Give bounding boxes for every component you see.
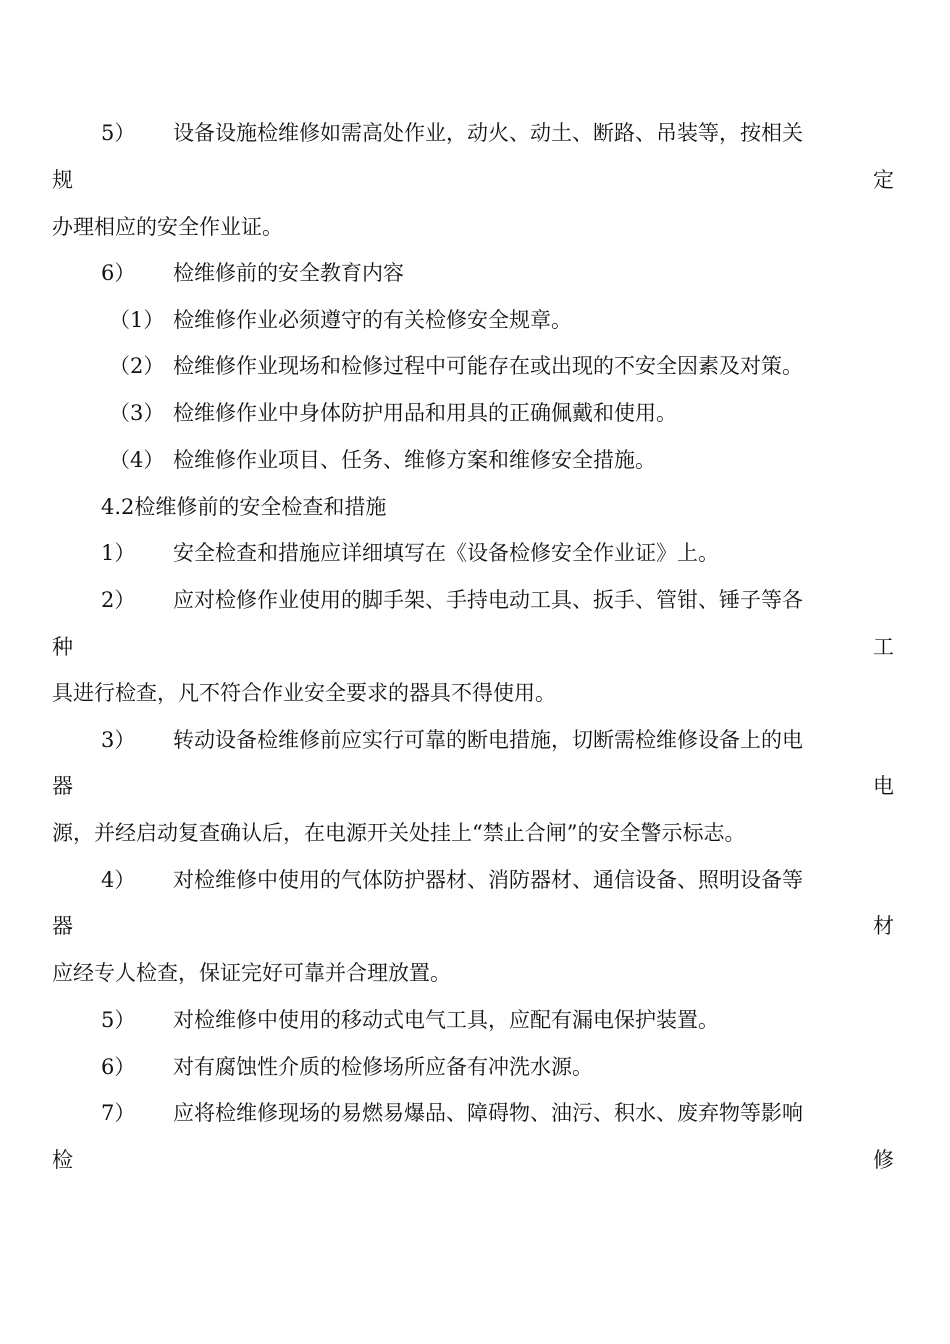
continuation-text: 源，并经启动复查确认后，在电源开关处挂上“禁止合闸”的安全警示标志。: [52, 821, 746, 845]
item-text: 检维修前的安全教育内容: [173, 261, 404, 285]
justified-right-char: 材: [873, 914, 894, 938]
item-number: 6）: [101, 261, 136, 285]
justified-left-char: 规: [52, 168, 73, 192]
sub-item-text: 检维修作业必须遵守的有关检修安全规章。: [173, 308, 572, 332]
paragraph-line: [52, 911, 894, 941]
paragraph-line: [52, 165, 894, 195]
item-text: 转动设备检维修前应实行可靠的断电措施，切断需检维修设备上的电: [173, 728, 803, 752]
item-number: 3）: [101, 728, 136, 752]
item-text: 对有腐蚀性介质的检修场所应备有冲洗水源。: [173, 1055, 593, 1079]
continuation-text: 办理相应的安全作业证。: [52, 215, 283, 239]
sub-item-text: 检维修作业项目、任务、维修方案和维修安全措施。: [173, 448, 656, 472]
paragraph-line: [52, 865, 894, 895]
item-number: 5）: [101, 1008, 136, 1032]
paragraph-line: [52, 398, 894, 428]
section-heading: 4.2检维修前的安全检查和措施: [101, 495, 387, 519]
item-number: 4）: [101, 868, 136, 892]
paragraph-line: [52, 1145, 894, 1175]
item-number: 5）: [101, 121, 136, 145]
item-text: 对检维修中使用的移动式电气工具，应配有漏电保护装置。: [173, 1008, 719, 1032]
paragraph-line: [52, 771, 894, 801]
paragraph-line: [52, 958, 894, 988]
item-text: 应对检修作业使用的脚手架、手持电动工具、扳手、管钳、锤子等各: [173, 588, 803, 612]
item-text: 应将检维修现场的易燃易爆品、障碍物、油污、积水、废弃物等影响: [173, 1101, 803, 1125]
paragraph-line: [52, 538, 894, 568]
justified-right-char: 电: [873, 774, 894, 798]
paragraph-line: [52, 1052, 894, 1082]
continuation-text: 具进行检查，凡不符合作业安全要求的器具不得使用。: [52, 681, 556, 705]
sub-item-number: （1）: [109, 308, 165, 332]
paragraph-line: [52, 585, 894, 615]
paragraph-line: [52, 351, 894, 381]
item-number: 7）: [101, 1101, 136, 1125]
paragraph-line: [52, 1005, 894, 1035]
paragraph-line: [52, 445, 894, 475]
sub-item-text: 检维修作业中身体防护用品和用具的正确佩戴和使用。: [173, 401, 677, 425]
paragraph-line: [52, 818, 894, 848]
paragraph-line: [52, 632, 894, 662]
justified-right-char: 定: [873, 168, 894, 192]
paragraph-line: [52, 492, 894, 522]
continuation-text: 应经专人检查，保证完好可靠并合理放置。: [52, 961, 451, 985]
paragraph-line: [52, 678, 894, 708]
paragraph-line: [52, 212, 894, 242]
justified-right-char: 工: [873, 635, 894, 659]
item-number: 6）: [101, 1055, 136, 1079]
item-text: 对检维修中使用的气体防护器材、消防器材、通信设备、照明设备等: [173, 868, 803, 892]
justified-left-char: 种: [52, 635, 73, 659]
sub-item-number: （4）: [109, 448, 165, 472]
item-number: 1）: [101, 541, 136, 565]
justified-right-char: 修: [873, 1148, 894, 1172]
item-text: 设备设施检维修如需高处作业，动火、动土、断路、吊装等，按相关: [173, 121, 803, 145]
justified-left-char: 检: [52, 1148, 73, 1172]
justified-left-char: 器: [52, 914, 73, 938]
sub-item-text: 检维修作业现场和检修过程中可能存在或出现的不安全因素及对策。: [173, 354, 803, 378]
paragraph-line: [52, 725, 894, 755]
paragraph-line: [52, 1098, 894, 1128]
paragraph-line: [52, 258, 894, 288]
paragraph-line: [52, 118, 894, 148]
justified-left-char: 器: [52, 774, 73, 798]
paragraph-line: [52, 305, 894, 335]
item-number: 2）: [101, 588, 136, 612]
sub-item-number: （2）: [109, 354, 165, 378]
sub-item-number: （3）: [109, 401, 165, 425]
item-text: 安全检查和措施应详细填写在《设备检修安全作业证》上。: [173, 541, 719, 565]
